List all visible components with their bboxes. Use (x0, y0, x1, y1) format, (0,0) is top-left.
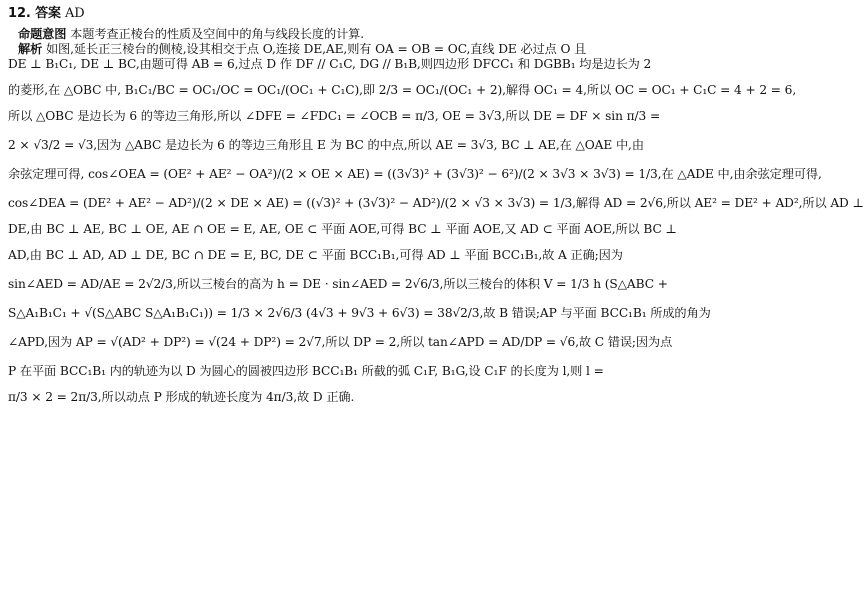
question-number-label: 12. 答案 (8, 6, 61, 21)
solution-line-1 (8, 42, 684, 57)
solution-line: ∠APD,因为 AP = √(AD² + DP²) = √(24 + DP²) = 2√7,所以 DP = 2,所以 tan∠APD = AD/DP = √6,故 C 错误;因为点 (8, 335, 673, 349)
solution-line: 的菱形,在 △OBC 中, B₁C₁/BC = OC₁/OC = OC₁/(OC₁ + C₁C),即 2/3 = OC₁/(OC₁ + 2),解得 OC₁ = 4,所以 OC = OC₁ + C₁C = 4 + 2 = 6, (8, 83, 797, 97)
solution-text: 如图,延长正三棱台的侧棱,设其相交于点 O,连接 DE,AE,则有 OA = OB = OC,直线 DE 必过点 O 且 (45, 42, 587, 56)
intent-line (8, 27, 684, 42)
solution-line: DE,由 BC ⊥ AE, BC ⊥ OE, AE ∩ OE = E, AE, OE ⊂ 平面 AOE,可得 BC ⊥ 平面 AOE,又 AD ⊂ 平面 AOE,所以 BC ⊥ (8, 222, 677, 236)
solution-line: π/3 × 2 = 2π/3,所以动点 P 形成的轨迹长度为 4π/3,故 D 正确. (8, 390, 355, 404)
solution-line: cos∠DEA = (DE² + AE² − AD²)/(2 × DE × AE) = ((√3)² + (3√3)² − AD²)/(2 × √3 × 3√3) = 1/3,解得 AD = 2√6,所以 AE² = DE² + AD²,所以 AD ⊥ (8, 196, 864, 210)
solution-line: DE ⊥ B₁C₁, DE ⊥ BC,由题可得 AB = 6,过点 D 作 DF // C₁C, DG // B₁B,则四边形 DFCC₁ 和 DGBB₁ 均是边长为 2 (8, 57, 652, 71)
solution-line: sin∠AED = AD/AE = 2√2/3,所以三棱台的高为 h = DE · sin∠AED = 2√6/3,所以三棱台的体积 V = 1/3 h (S△ABC + (8, 277, 668, 291)
solution-line: AD,由 BC ⊥ AD, AD ⊥ DE, BC ∩ DE = E, BC, DE ⊂ 平面 BCC₁B₁,可得 AD ⊥ 平面 BCC₁B₁,故 A 正确;因为 (8, 248, 623, 262)
answer-header (8, 6, 684, 21)
solution-line: 所以 △OBC 是边长为 6 的等边三角形,所以 ∠DFE = ∠FDC₁ = ∠OCB = π/3, OE = 3√3,所以 DE = DF × sin π/3 = (8, 109, 661, 123)
solution-line: 余弦定理可得, cos∠OEA = (OE² + AE² − OA²)/(2 × OE × AE) = ((3√3)² + (3√3)² − 6²)/(2 × 3√3 × 3√3) = 1/3,在 △ADE 中,由余弦定理可得, (8, 167, 822, 181)
solution-line: 2 × √3/2 = √3,因为 △ABC 是边长为 6 的等边三角形且 E 为 BC 的中点,所以 AE = 3√3, BC ⊥ AE,在 △OAE 中,由 (8, 138, 644, 152)
intent-text: 本题考查正棱台的性质及空间中的角与线段长度的计算. (70, 27, 365, 41)
solution-label: 解析 (18, 42, 43, 56)
intent-label: 命题意图 (18, 27, 67, 41)
solution-line: S△A₁B₁C₁ + √(S△ABC S△A₁B₁C₁)) = 1/3 × 2√6/3 (4√3 + 9√3 + 6√3) = 38√2/3,故 B 错误;AP 与平面 BCC₁B₁ 所成的角为 (8, 306, 711, 320)
solution-line: P 在平面 BCC₁B₁ 内的轨迹为以 D 为圆心的圆被四边形 BCC₁B₁ 所截的弧 C₁F, B₁G,设 C₁F 的长度为 l,则 l = (8, 364, 604, 378)
answer-value: AD (65, 6, 85, 21)
